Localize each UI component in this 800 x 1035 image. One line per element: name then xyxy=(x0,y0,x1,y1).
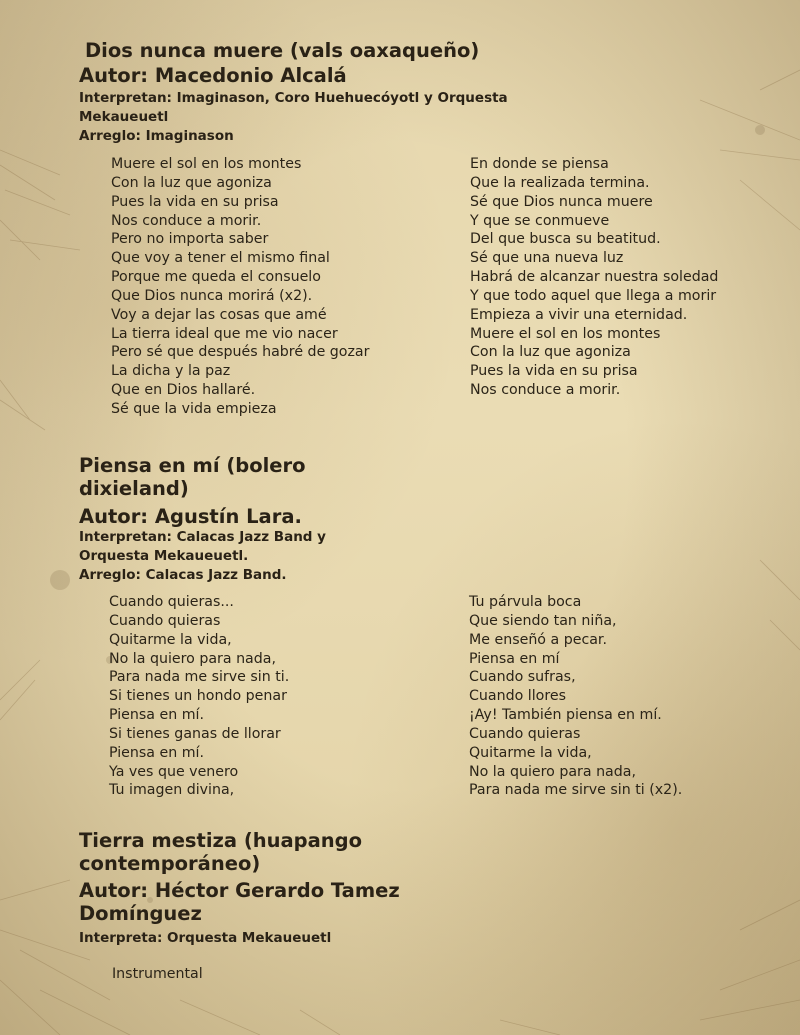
lyric-line: Quitarme la vida, xyxy=(109,631,232,648)
song-1-credits xyxy=(79,89,549,146)
lyric-line: Para nada me sirve sin ti. xyxy=(109,669,290,686)
lyric-line: ¡Ay! También piensa en mí. xyxy=(469,707,662,724)
lyric-line: En donde se piensa xyxy=(470,156,609,172)
lyric-line: Cuando llores xyxy=(469,688,566,705)
lyric-line: Sé que la vida empieza xyxy=(111,400,277,417)
lyric-line: Cuando quieras xyxy=(469,725,581,742)
song-2-lyrics-right xyxy=(469,593,682,800)
lyric-line: No la quiero para nada, xyxy=(109,650,276,667)
song-2-lyrics-left xyxy=(109,593,289,800)
song-1-title: Dios nunca muere (vals oaxaqueño) xyxy=(85,39,480,62)
lyric-line: Me enseñó a pecar. xyxy=(469,631,607,648)
lyric-line: Si tienes un hondo penar xyxy=(109,688,287,705)
lyric-line: Y que se conmueve xyxy=(470,212,610,229)
song-3-author: Autor: Héctor Gerardo Tamez Domínguez xyxy=(79,879,400,925)
lyric-line: Tu párvula boca xyxy=(469,594,582,610)
song-1-arrangement: Arreglo: Imaginason xyxy=(79,128,234,145)
lyric-line: Nos conduce a morir. xyxy=(111,212,262,229)
lyric-line: Cuando quieras xyxy=(109,612,221,629)
lyric-line: Que voy a tener el mismo final xyxy=(111,250,330,267)
lyric-line: Ya ves que venero xyxy=(109,763,239,780)
lyric-line: La tierra ideal que me vio nacer xyxy=(111,325,338,342)
lyric-line: Tu imagen divina, xyxy=(109,782,235,799)
song-3-credits xyxy=(79,929,399,948)
song-1-lyrics-right xyxy=(470,155,718,400)
song-1-lyrics-left xyxy=(111,155,369,419)
lyric-line: Quitarme la vida, xyxy=(469,744,592,761)
lyric-line: Que la realizada termina. xyxy=(470,174,650,191)
song-3-performers: Interpreta: Orquesta Mekaueuetl xyxy=(79,930,332,946)
lyric-line: Pero no importa saber xyxy=(111,231,269,248)
lyric-line: Sé que una nueva luz xyxy=(470,250,624,267)
song-2-credits xyxy=(79,528,359,585)
lyric-line: Muere el sol en los montes xyxy=(111,156,302,172)
song-2-arrangement: Arreglo: Calacas Jazz Band. xyxy=(79,567,287,584)
lyric-line: Y que todo aquel que llega a morir xyxy=(470,287,717,304)
song-2-author: Autor: Agustín Lara. xyxy=(79,505,302,528)
lyric-line: Muere el sol en los montes xyxy=(470,325,661,342)
lyric-line: Pues la vida en su prisa xyxy=(111,193,279,210)
song-1-author: Autor: Macedonio Alcalá xyxy=(79,64,347,87)
lyric-line: Habrá de alcanzar nuestra soledad xyxy=(470,269,719,286)
song-3-title: Tierra mestiza (huapango contemporáneo) xyxy=(79,829,363,875)
song-2-title: Piensa en mí (bolero dixieland) xyxy=(79,454,306,500)
lyric-line: Sé que Dios nunca muere xyxy=(470,193,653,210)
song-1-performers: Interpretan: Imaginason, Coro Huehuecóyotl y Orquesta Mekaueuetl xyxy=(79,90,508,126)
lyric-line: Pero sé que después habré de gozar xyxy=(111,344,370,361)
lyric-line: Porque me queda el consuelo xyxy=(111,269,321,286)
lyric-line: Del que busca su beatitud. xyxy=(470,231,661,248)
lyric-line: Cuando sufras, xyxy=(469,669,576,686)
lyric-line: Nos conduce a morir. xyxy=(470,382,621,399)
lyric-line: Para nada me sirve sin ti (x2). xyxy=(469,782,683,799)
lyric-line: Pues la vida en su prisa xyxy=(470,363,638,380)
lyric-line: Con la luz que agoniza xyxy=(111,174,272,191)
lyric-line: Piensa en mí. xyxy=(109,707,205,724)
lyric-line: Que en Dios hallaré. xyxy=(111,382,256,399)
lyric-line: Con la luz que agoniza xyxy=(470,344,631,361)
lyric-line: Que siendo tan niña, xyxy=(469,612,617,629)
lyric-line: Voy a dejar las cosas que amé xyxy=(111,306,327,323)
lyric-line: No la quiero para nada, xyxy=(469,763,636,780)
lyric-line: Piensa en mí. xyxy=(109,744,205,761)
lyric-line: Piensa en mí xyxy=(469,650,560,667)
lyric-line: La dicha y la paz xyxy=(111,363,231,380)
lyric-line: Si tienes ganas de llorar xyxy=(109,725,281,742)
lyric-line: Cuando quieras... xyxy=(109,594,234,610)
lyric-line: Que Dios nunca morirá (x2). xyxy=(111,287,313,304)
song-3-note: Instrumental xyxy=(112,966,203,982)
lyric-line: Empieza a vivir una eternidad. xyxy=(470,306,688,323)
song-2-performers: Interpretan: Calacas Jazz Band y Orquesta Mekaueuetl. xyxy=(79,529,326,565)
